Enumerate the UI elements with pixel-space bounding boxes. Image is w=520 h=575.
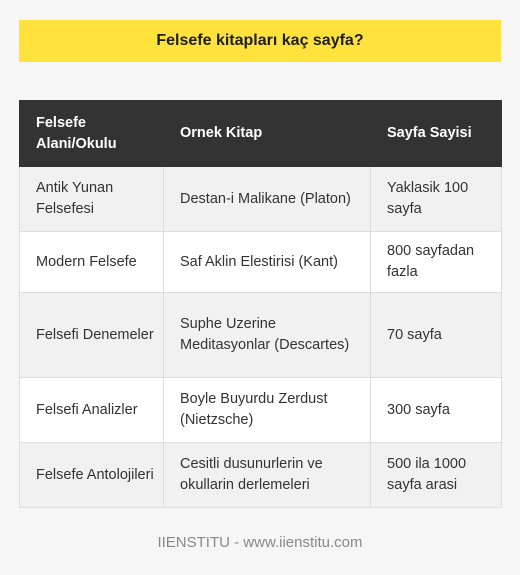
cell-pages: 300 sayfa	[371, 378, 502, 443]
cell-book: Cesitli dusunurlerin ve okullarin derlemeleri	[164, 443, 371, 508]
cell-book: Boyle Buyurdu Zerdust (Nietzsche)	[164, 378, 371, 443]
table-row	[20, 232, 502, 293]
table-row	[20, 378, 502, 443]
column-header-example-book: Ornek Kitap	[164, 101, 371, 167]
page-title: Felsefe kitapları kaç sayfa?	[156, 32, 364, 49]
table-row	[20, 167, 502, 232]
cell-field: Felsefi Denemeler	[20, 293, 164, 378]
column-header-field: Felsefe Alani/Okulu	[20, 101, 164, 167]
cell-field: Felsefe Antolojileri	[20, 443, 164, 508]
cell-pages: 800 sayfadan fazla	[371, 232, 502, 293]
cell-pages: 70 sayfa	[371, 293, 502, 378]
cell-book: Destan-i Malikane (Platon)	[164, 167, 371, 232]
column-header-page-count: Sayfa Sayisi	[371, 101, 502, 167]
table-row	[20, 293, 502, 378]
cell-pages: Yaklasik 100 sayfa	[371, 167, 502, 232]
footer-credit: IIENSTITU - www.iienstitu.com	[157, 534, 363, 551]
table-row	[20, 443, 502, 508]
title-banner	[19, 20, 501, 62]
table-header-row	[20, 101, 502, 167]
cell-book: Suphe Uzerine Meditasyonlar (Descartes)	[164, 293, 371, 378]
cell-field: Felsefi Analizler	[20, 378, 164, 443]
cell-field: Antik Yunan Felsefesi	[20, 167, 164, 232]
cell-pages: 500 ila 1000 sayfa arasi	[371, 443, 502, 508]
philosophy-table	[19, 100, 502, 508]
cell-book: Saf Aklin Elestirisi (Kant)	[164, 232, 371, 293]
cell-field: Modern Felsefe	[20, 232, 164, 293]
